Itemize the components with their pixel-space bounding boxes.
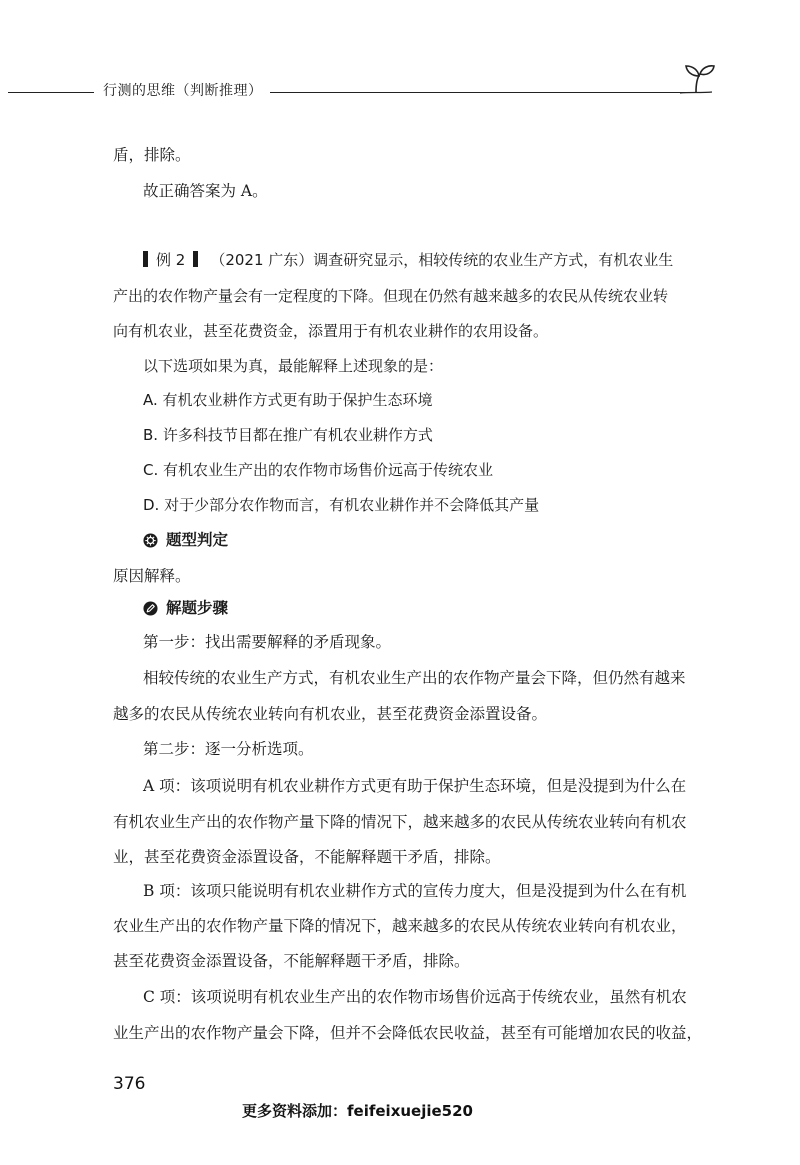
step-1-detail-line-2: 越多的农民从传统农业转向有机农业，甚至花费资金添置设备。 [113, 705, 548, 723]
analysis-a-line-1: A 项：该项说明有机农业耕作方式更有助于保护生态环境，但是没提到为什么在 [143, 777, 687, 795]
example-stem-line-2: 产出的农作物产量会有一定程度的下降。但现在仍然有越来越多的农民从传统农业转 [113, 287, 669, 305]
example-marker-bar [143, 251, 148, 267]
footer-contact-note [242, 1100, 473, 1122]
header-rule-left [8, 92, 94, 93]
type-section-heading: 题型判定 [166, 530, 229, 549]
example-stem-line-1 [143, 249, 673, 271]
analysis-a-line-3: 业，甚至花费资金添置设备，不能解释题干矛盾，排除。 [113, 848, 501, 866]
footer-note-id: feifeixuejie520 [347, 1102, 473, 1120]
option-d: D. 对于少部分农作物而言，有机农业耕作并不会降低其产量 [143, 496, 540, 514]
analysis-b-line-1: B 项：该项只能说明有机农业耕作方式的宣传力度大，但是没提到为什么在有机 [143, 882, 687, 900]
prev-answer-line: 故正确答案为 A。 [143, 182, 268, 200]
option-a: A. 有机农业耕作方式更有助于保护生态环境 [143, 391, 433, 409]
steps-section-heading: 解题步骤 [166, 598, 229, 617]
running-header-title: 行测的思维（判断推理） [103, 83, 263, 99]
analysis-c-line-2: 业生产出的农作物产量会下降，但并不会降低农民收益，甚至有可能增加农民的收益， [113, 1024, 703, 1042]
example-stem-text-1: （2021 广东）调查研究显示，相较传统的农业生产方式，有机农业生 [210, 251, 674, 269]
example-question: 以下选项如果为真，最能解释上述现象的是： [143, 357, 444, 375]
sprout-icon [678, 62, 718, 96]
example-label: 例 2 [156, 251, 186, 269]
page-number: 376 [113, 1074, 146, 1094]
step-1-detail-line-1: 相较传统的农业生产方式，有机农业生产出的农作物产量会下降，但仍然有越来 [143, 669, 686, 687]
option-c: C. 有机农业生产出的农作物市场售价远高于传统农业 [143, 461, 494, 479]
step-2: 第二步：逐一分析选项。 [143, 740, 314, 758]
footer-note-prefix: 更多资料添加： [242, 1102, 348, 1120]
prev-conclusion-line-1: 盾，排除。 [113, 146, 191, 164]
gear-icon [143, 533, 158, 548]
analysis-b-line-3: 甚至花费资金添置设备，不能解释题干矛盾，排除。 [113, 952, 470, 970]
analysis-c-line-1: C 项：该项说明有机农业生产出的农作物市场售价远高于传统农业，虽然有机农 [143, 988, 687, 1006]
step-1: 第一步：找出需要解释的矛盾现象。 [143, 633, 392, 651]
analysis-b-line-2: 农业生产出的农作物产量下降的情况下，越来越多的农民从传统农业转向有机农业， [113, 917, 687, 935]
header-rule-right [270, 92, 688, 93]
example-marker-bar [193, 251, 198, 267]
example-stem-line-3: 向有机农业，甚至花费资金，添置用于有机农业耕作的农用设备。 [113, 322, 549, 340]
pencil-icon [143, 601, 158, 616]
analysis-a-line-2: 有机农业生产出的农作物产量下降的情况下，越来越多的农民从传统农业转向有机农 [113, 813, 687, 831]
type-section-content: 原因解释。 [113, 567, 191, 585]
option-b: B. 许多科技节目都在推广有机农业耕作方式 [143, 426, 433, 444]
